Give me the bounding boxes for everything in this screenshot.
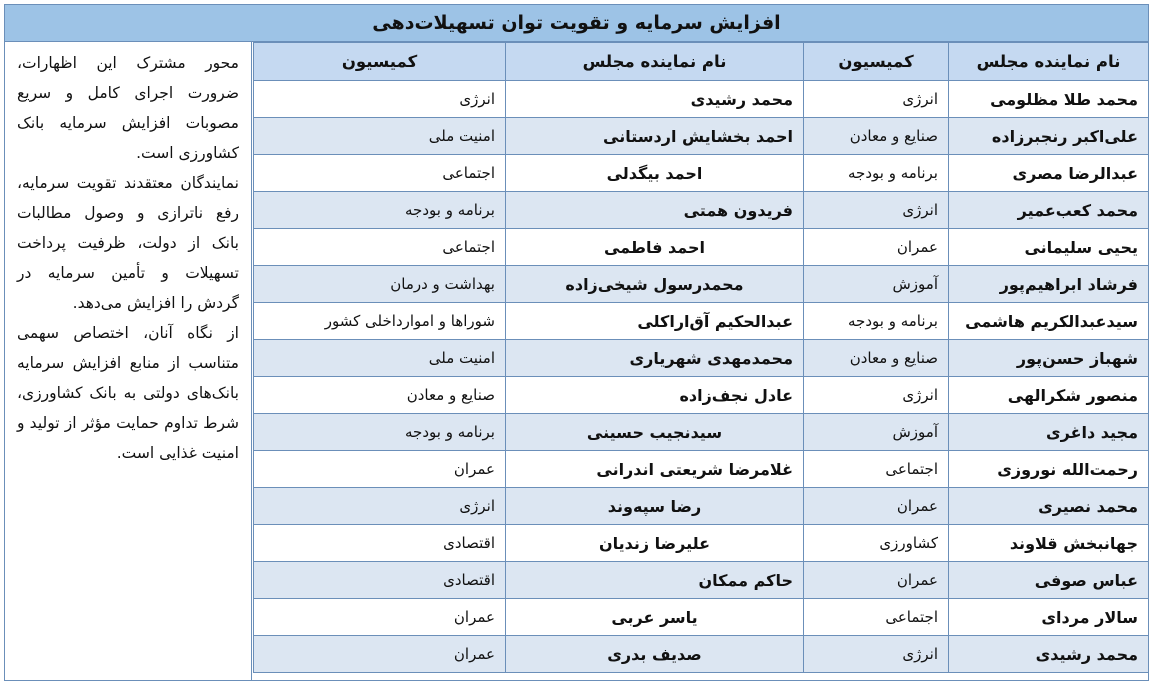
document-frame [4,4,1149,681]
commission-cell: عمران [254,599,506,636]
table-header-row [254,43,1149,81]
commission-cell: اجتماعی [804,451,949,488]
table-row [254,377,1149,414]
table-row [254,81,1149,118]
commission-cell: اجتماعی [254,155,506,192]
commission-cell: انرژی [804,81,949,118]
summary-text [5,42,252,680]
representative-name-cell: سیدنجیب حسینی [506,414,804,451]
table-row [254,599,1149,636]
representative-name-cell: فریدون همتی [506,192,804,229]
commission-cell: برنامه و بودجه [254,414,506,451]
summary-paragraph: محور مشترک این اظهارات، ضرورت اجرای کامل و سریع مصوبات افزایش سرمایه بانک کشاورزی است. [17,54,239,162]
commission-cell: برنامه و بودجه [804,155,949,192]
commission-cell: انرژی [804,636,949,673]
commission-cell: انرژی [804,192,949,229]
representative-name-cell: رحمت‌الله نوروزی [949,451,1149,488]
commission-cell: عمران [804,229,949,266]
representative-name-cell: منصور شکرالهی [949,377,1149,414]
commission-cell: صنایع و معادن [804,118,949,155]
representative-name-cell: جهانبخش قلاوند [949,525,1149,562]
commission-cell: اجتماعی [804,599,949,636]
table-row [254,636,1149,673]
commission-cell: اقتصادی [254,562,506,599]
table-row [254,451,1149,488]
commission-cell: عمران [804,488,949,525]
representatives-table [253,42,1149,673]
representative-name-cell: علی‌اکبر رنجبرزاده [949,118,1149,155]
table-row [254,192,1149,229]
representative-name-cell: رضا سپه‌وند [506,488,804,525]
representative-name-cell: محمدمهدی شهریاری [506,340,804,377]
representative-name-cell: احمد بخشایش اردستانی [506,118,804,155]
commission-cell: بهداشت و درمان [254,266,506,303]
table-row [254,414,1149,451]
commission-cell: اقتصادی [254,525,506,562]
representative-name-cell: فرشاد ابراهیم‌پور [949,266,1149,303]
representative-name-cell: محمد رشیدی [949,636,1149,673]
representative-name-cell: سیدعبدالکریم هاشمی [949,303,1149,340]
representative-name-cell: شهباز حسن‌پور [949,340,1149,377]
column-header-commission-1: کمیسیون [804,43,949,81]
commission-cell: برنامه و بودجه [254,192,506,229]
commission-cell: برنامه و بودجه [804,303,949,340]
commission-cell: آموزش [804,414,949,451]
representative-name-cell: عادل نجف‌زاده [506,377,804,414]
representative-name-cell: محمدرسول شیخی‌زاده [506,266,804,303]
commission-cell: امنیت ملی [254,340,506,377]
summary-paragraph: نمایندگان معتقدند تقویت سرمایه، رفع ناترازی و وصول مطالبات بانک از دولت، ظرفیت پرداخت تسهیلات و تأمین سرمایه در گردش را افزایش می‌دهد. [17,174,239,312]
page-title: افزایش سرمایه و تقویت توان تسهیلات‌دهی [5,5,1148,42]
commission-cell: انرژی [254,488,506,525]
representative-name-cell: احمد فاطمی [506,229,804,266]
representative-name-cell: علیرضا زندیان [506,525,804,562]
representative-name-cell: احمد بیگدلی [506,155,804,192]
representative-name-cell: غلامرضا شریعتی اندرانی [506,451,804,488]
representative-name-cell: مجید داغری [949,414,1149,451]
commission-cell: صنایع و معادن [804,340,949,377]
representative-name-cell: عبدالحکیم آق‌اراکلی [506,303,804,340]
representative-name-cell: یحیی سلیمانی [949,229,1149,266]
representative-name-cell: محمد کعب‌عمیر [949,192,1149,229]
table-row [254,155,1149,192]
commission-cell: عمران [254,636,506,673]
summary-paragraph: از نگاه آنان، اختصاص سهمی متناسب از منابع افزایش سرمایه بانک‌های دولتی به بانک کشاورزی، شرط تداوم حمایت مؤثر از تولید و امنیت غذایی است. [17,324,239,462]
representative-name-cell: محمد رشیدی [506,81,804,118]
representative-name-cell: حاکم ممکان [506,562,804,599]
commission-cell: کشاورزی [804,525,949,562]
commission-cell: صنایع و معادن [254,377,506,414]
representative-name-cell: صدیف بدری [506,636,804,673]
commission-cell: امنیت ملی [254,118,506,155]
table-row [254,488,1149,525]
commission-cell: شوراها و اموارداخلی کشور [254,303,506,340]
column-header-name-1: نام نماینده مجلس [949,43,1149,81]
commission-cell: عمران [804,562,949,599]
table-row [254,229,1149,266]
column-header-name-2: نام نماینده مجلس [506,43,804,81]
table-row [254,266,1149,303]
table-row [254,525,1149,562]
table-row [254,562,1149,599]
representative-name-cell: یاسر عربی [506,599,804,636]
commission-cell: آموزش [804,266,949,303]
table-row [254,118,1149,155]
commission-cell: اجتماعی [254,229,506,266]
commission-cell: عمران [254,451,506,488]
column-header-commission-2: کمیسیون [254,43,506,81]
commission-cell: انرژی [804,377,949,414]
commission-cell: انرژی [254,81,506,118]
representative-name-cell: محمد نصیری [949,488,1149,525]
representative-name-cell: عباس صوفی [949,562,1149,599]
table-row [254,303,1149,340]
table-row [254,340,1149,377]
representative-name-cell: سالار مردای [949,599,1149,636]
representative-name-cell: محمد طلا مظلومی [949,81,1149,118]
representative-name-cell: عبدالرضا مصری [949,155,1149,192]
